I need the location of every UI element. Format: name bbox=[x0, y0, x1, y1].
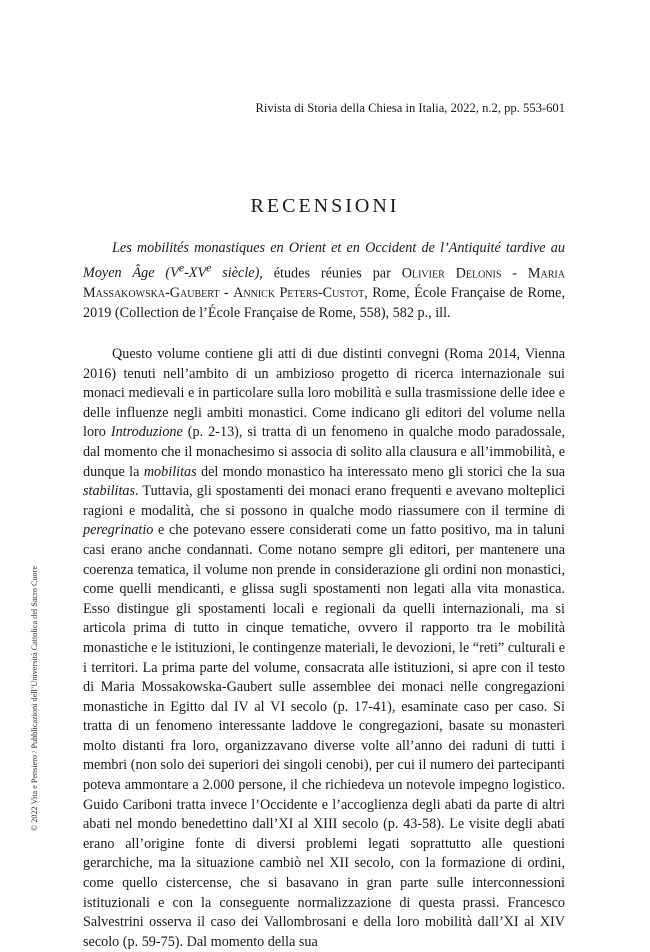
review-body: Questo volume contiene gli atti di due distinti convegni (Roma 2014, Vienna 2016) tenuti nell’ambito di un ambizioso progetto di ricerca internazionale sui monaci medievali e in particolare sulla loro mobilità e sulla trasmissione delle idee e delle influenze negli ambiti monastici. Come indicano gli editori del volume nella loro Introduzione (p. 2-13), si tratta di un fenomeno in qualche modo paradossale, dal momento che il monachesimo si associa di solito alla clausura e all’immobilità, e dunque la mobilitas del mondo monastico ha interessato meno gli storici che la sua stabilitas. Tuttavia, gli spostamenti dei monaci erano frequenti e avevano molteplici ragioni e modalità, che si possono in qualche modo riassumere con il termine di peregrinatio e che potevano essere considerati come un fatto positivo, ma in taluni casi erano anche condannati. Come notano sempre gli editori, per mantenere una coerenza tematica, il volume non prende in considerazione gli ordini non monastici, come quelli mendicanti, e glissa sugli spostamenti non legati alla vita monastica. Esso distingue gli spostamenti locali e regionali da quelli internazionali, ma si articola prima di tutto in cinque tematiche, ovvero il rapporto tra le mobilità monastiche e le istituzioni, le contingenze materiali, le devozioni, le “reti” culturali e i territori. La prima parte del volume, consacrata alle istituzioni, si apre con il testo di Maria Mossakowska-Gaubert sulle assemblee dei monaci nelle congregazioni monastiche in Egitto dal IV al VI secolo (p. 17-41), esaminate caso per caso. Si tratta di un fenomeno interessante laddove le congregazioni, basate su monasteri molto distanti fra loro, organizzavano diverse volte all’anno dei raduni di tutti i membri (non solo dei superiori dei singoli cenobi), per cui il numero dei partecipanti poteva ammontare a 2.000 persone, il che richiedeva un notevole impegno logistico. Guido Cariboni tratta invece l’Occidente e l’accoglienza degli abati da parte di altri abati nel mondo benedettino dall’XI al XIII secolo (p. 43-58). Le visite degli abati erano all’origine fonte di diversi problemi legati soprattutto alle questioni gerarchiche, ma la situazione cambiò nel XII secolo, con la formazione di ordini, come quello cistercense, che si basavano in gran parte sulle interconnessioni istituzionali e con la conseguente normalizzazione di questa prassi. Francesco Salvestrini osserva il caso dei Vallombrosani e della loro mobilità dall’XI al XIV secolo (p. 59-75). Dal momento della sua bbox=[83, 346, 565, 950]
book-title: Les mobilités monastiques en Orient et en Occident de l’Antiquité tardive au Moyen Âge (Ve-XVe siècle) bbox=[83, 240, 565, 282]
section-title: RECENSIONI bbox=[250, 195, 400, 217]
editor-name: Olivier Delonis bbox=[401, 265, 502, 282]
editor-name: Annick Peters-Custot bbox=[233, 284, 365, 301]
running-header: Rivista di Storia della Chiesa in Italia, 2022, n.2, pp. 553-601 bbox=[255, 101, 565, 115]
copyright-notice: © 2022 Vita e Pensiero / Pubblicazioni dell’Università Cattolica del Sacro Cuore bbox=[30, 565, 39, 831]
book-citation: Les mobilités monastiques en Orient et en Occident de l’Antiquité tardive au Moyen Âge (Ve-XVe siècle), études réunies par Olivier Delonis - Maria Massakowska-Gaubert - Annick Peters-Custot, Rome, École Française de Rome, 2019 (Collection de l’École Française de Rome, 558), 582 p., ill. bbox=[83, 240, 565, 321]
editor-name: Maria Massakowska-Gaubert bbox=[83, 265, 565, 301]
